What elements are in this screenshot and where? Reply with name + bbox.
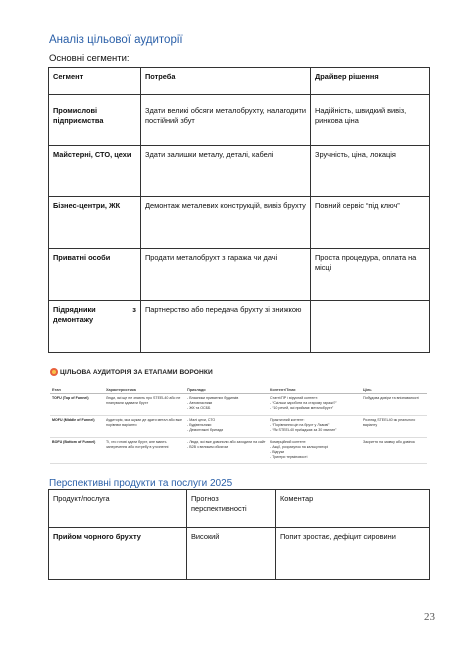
segments-header-row <box>49 68 430 95</box>
segment-need: Здати залишки металу, деталі, кабелі <box>141 146 311 197</box>
list-item: - “Порівняння цін на брухт у Львові” <box>270 422 330 427</box>
segment-driver: Повний сервіс “під ключ” <box>311 197 430 249</box>
funnel-desc: Люди, які ще не знають про STEEL40 або не планували здавати брухт <box>104 394 185 416</box>
segments-table <box>48 67 430 353</box>
funnel-header-cell: Контент/Теми <box>268 387 361 394</box>
segment-name: Майстерні, СТО, цехи <box>49 146 141 197</box>
segments-header-cell: Драйвер рішення <box>311 68 430 95</box>
table-row <box>49 95 430 146</box>
funnel-header-cell: Характеристика <box>104 387 185 394</box>
segment-driver <box>311 301 430 353</box>
segment-need: Демонтаж металевих конструкцій, вивіз брухту <box>141 197 311 249</box>
funnel-content <box>268 394 361 416</box>
list-item: - Малі цехи, СТО <box>187 418 216 422</box>
table-row <box>49 197 430 249</box>
list-item: Практичний контент: <box>270 418 305 422</box>
list-item: - B2B з великим обсягом <box>187 444 228 449</box>
funnel-stage: MOFU (Middle of Funnel) <box>50 416 104 438</box>
funnel-examples <box>185 438 268 464</box>
product-comment: Попит зростає, дефіцит сировини <box>276 528 430 580</box>
table-row <box>50 394 427 416</box>
funnel-title: ЦІЛЬОВА АУДИТОРІЯ ЗА ЕТАПАМИ ВОРОНКИ <box>60 369 213 376</box>
table-row <box>49 301 430 353</box>
funnel-examples <box>185 394 268 416</box>
list-item: - “Як STEEL40 приїжджає за 30 хвилин” <box>270 427 337 432</box>
funnel-goal: Закриття на заявку або дзвінок <box>361 438 427 464</box>
table-row <box>50 416 427 438</box>
segment-name: Приватні особи <box>49 249 141 301</box>
list-item: - “Скільки заробити на старому гаражі?” <box>270 400 337 405</box>
funnel-stage: BOFU (Bottom of Funnel) <box>50 438 104 464</box>
funnel-header-cell: Етап <box>50 387 104 394</box>
table-row <box>50 438 427 464</box>
segments-header-cell: Сегмент <box>49 68 141 95</box>
funnel-header-cell: Ціль <box>361 387 427 394</box>
list-item: - Акції, розрахунок на калькуляторі <box>270 444 329 449</box>
list-item: - Демонтажні бригади <box>187 427 224 432</box>
list-item: - Відгуки <box>270 449 285 454</box>
subheading-main-segments: Основні сегменти: <box>49 53 130 64</box>
list-item: - Автовласники <box>187 400 213 405</box>
list-item: - “10 речей, які приймає металобрухт” <box>270 405 334 410</box>
funnel-stage: TOFU (Top of Funnel) <box>50 394 104 416</box>
funnel-goal: Розгляд STEEL40 як реального варіанту <box>361 416 427 438</box>
segment-need: Партнерство або передача брухту зі знижкою <box>141 301 311 353</box>
funnel-content <box>268 438 361 464</box>
segment-name: Бізнес-центри, ЖК <box>49 197 141 249</box>
segments-header-cell: Потреба <box>141 68 311 95</box>
products-header-row <box>49 490 430 528</box>
funnel-header-cell: Приклади <box>185 387 268 394</box>
list-item: Комерційний контент: <box>270 440 307 444</box>
segment-need: Продати металобрухт з гаража чи дачі <box>141 249 311 301</box>
segment-driver: Надійність, швидкий вивіз, ринкова ціна <box>311 95 430 146</box>
segment-need: Здати великі обсяги металобрухту, налагодити постійний збут <box>141 95 311 146</box>
product-forecast: Високий <box>187 528 276 580</box>
products-header-cell: Продукт/послуга <box>49 490 187 528</box>
list-item: - Будівельники <box>187 422 212 427</box>
page-number: 23 <box>424 611 435 623</box>
segment-driver: Проста процедура, оплата на місці <box>311 249 430 301</box>
list-item: - Люди, які вже дзвонили або заходили на сайт <box>187 440 266 444</box>
segment-name: Промислові підприємства <box>49 95 141 146</box>
list-item: Статті/ПР і вірусний контент: <box>270 396 319 400</box>
table-row <box>49 528 430 580</box>
list-item: - Тригери терміновості <box>270 454 308 459</box>
funnel-desc: Ті, хто готові здати брухт, але мають заперечення або потребу в уточненні <box>104 438 185 464</box>
list-item: - Власники приватних будинків <box>187 396 239 400</box>
list-item: - ЖК та ОСББ <box>187 405 211 410</box>
funnel-content <box>268 416 361 438</box>
funnel-desc: Аудиторія, яка шукає де здати метал або вже порівнює варіанти <box>104 416 185 438</box>
segment-driver: Зручність, ціна, локація <box>311 146 430 197</box>
funnel-examples <box>185 416 268 438</box>
product-name: Прийом чорного брухту <box>49 528 187 580</box>
segment-name: Підрядники з демонтажу <box>49 301 141 353</box>
section-heading-products-2025: Перспективні продукти та послуги 2025 <box>49 478 233 489</box>
products-table <box>48 489 430 580</box>
table-row <box>49 146 430 197</box>
products-header-cell: Коментар <box>276 490 430 528</box>
funnel-table <box>50 387 427 464</box>
funnel-goal: Побудова довіри та впізнаваності <box>361 394 427 416</box>
products-header-cell: Прогноз перспективності <box>187 490 276 528</box>
funnel-logo-icon <box>50 368 58 376</box>
table-row <box>49 249 430 301</box>
section-heading-target-audience: Аналіз цільової аудиторії <box>49 34 183 46</box>
funnel-audience-image <box>48 363 429 460</box>
